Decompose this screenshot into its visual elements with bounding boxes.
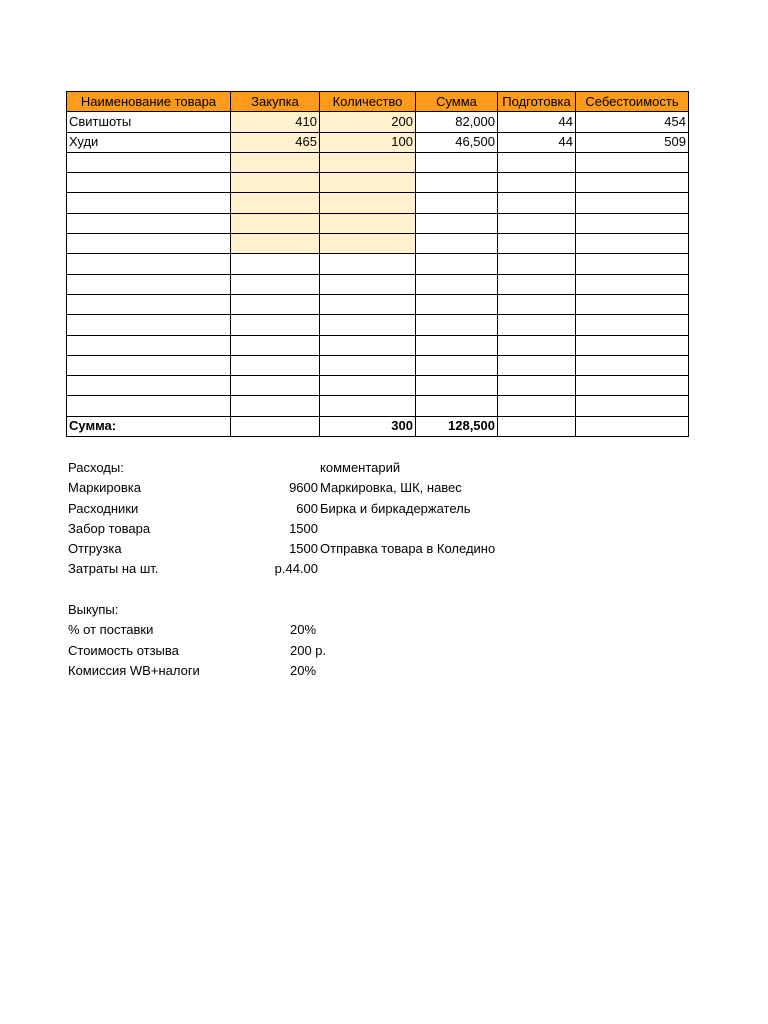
expense-value[interactable]: 1500: [289, 541, 318, 557]
empty-row: [67, 396, 689, 416]
expense-label[interactable]: Расходники: [68, 500, 139, 516]
empty-cell[interactable]: [498, 416, 576, 436]
empty-cell[interactable]: [231, 294, 320, 314]
empty-cell[interactable]: [231, 355, 320, 375]
value-cell[interactable]: 509: [576, 132, 689, 152]
value-cell[interactable]: 44: [498, 112, 576, 132]
empty-cell[interactable]: [416, 173, 498, 193]
total-sum-cell[interactable]: 128,500: [416, 416, 498, 436]
total-row: [67, 416, 689, 436]
empty-cell[interactable]: [576, 173, 689, 193]
comment-header[interactable]: комментарий: [320, 460, 401, 475]
empty-cell[interactable]: [416, 274, 498, 294]
empty-cell[interactable]: [231, 213, 320, 233]
empty-cell[interactable]: [416, 376, 498, 396]
total-quantity-cell[interactable]: 300: [320, 416, 416, 436]
empty-row: [67, 173, 689, 193]
value-cell[interactable]: 100: [320, 132, 416, 152]
expense-label[interactable]: Затраты на шт.: [68, 561, 159, 577]
empty-cell[interactable]: [320, 254, 416, 274]
buyout-label[interactable]: Стоимость отзыва: [68, 642, 179, 658]
header-cell[interactable]: Количество: [320, 92, 416, 112]
empty-cell[interactable]: [231, 396, 320, 416]
empty-cell[interactable]: [67, 193, 231, 213]
empty-cell[interactable]: [498, 376, 576, 396]
header-cell[interactable]: Себестоимость: [576, 92, 689, 112]
header-cell[interactable]: Сумма: [416, 92, 498, 112]
empty-row: [67, 274, 689, 294]
expense-comment[interactable]: Маркировка, ШК, навес: [320, 480, 462, 496]
value-cell[interactable]: 465: [231, 132, 320, 152]
expenses-title[interactable]: Расходы:: [68, 460, 124, 475]
expense-value[interactable]: р.44.00: [274, 561, 318, 577]
empty-cell[interactable]: [416, 396, 498, 416]
empty-cell[interactable]: [498, 274, 576, 294]
empty-cell[interactable]: [498, 294, 576, 314]
empty-cell[interactable]: [231, 376, 320, 396]
total-label-cell[interactable]: Сумма:: [67, 416, 231, 436]
empty-cell[interactable]: [67, 335, 231, 355]
empty-row: [67, 355, 689, 375]
empty-cell[interactable]: [320, 274, 416, 294]
empty-row: [67, 254, 689, 274]
header-cell[interactable]: Подготовка: [498, 92, 576, 112]
empty-cell[interactable]: [498, 335, 576, 355]
empty-cell[interactable]: [320, 355, 416, 375]
empty-cell[interactable]: [498, 355, 576, 375]
value-cell[interactable]: 82,000: [416, 112, 498, 132]
empty-cell[interactable]: [67, 274, 231, 294]
empty-cell[interactable]: [320, 173, 416, 193]
empty-cell[interactable]: [416, 335, 498, 355]
empty-cell[interactable]: [320, 396, 416, 416]
empty-row: [67, 376, 689, 396]
empty-cell[interactable]: [498, 152, 576, 172]
buyout-label[interactable]: Комиссия WB+налоги: [68, 662, 200, 678]
empty-cell[interactable]: [231, 193, 320, 213]
empty-cell[interactable]: [576, 416, 689, 436]
value-cell[interactable]: 454: [576, 112, 689, 132]
empty-cell[interactable]: [498, 173, 576, 193]
empty-cell[interactable]: [67, 152, 231, 172]
value-cell[interactable]: 200: [320, 112, 416, 132]
value-cell[interactable]: 44: [498, 132, 576, 152]
empty-row: [67, 234, 689, 254]
empty-row: [67, 213, 689, 233]
expense-value[interactable]: 1500: [289, 520, 318, 536]
empty-cell[interactable]: [498, 234, 576, 254]
empty-cell[interactable]: [498, 213, 576, 233]
empty-row: [67, 193, 689, 213]
empty-cell[interactable]: [576, 376, 689, 396]
expense-value[interactable]: 600: [296, 500, 318, 516]
empty-cell[interactable]: [498, 193, 576, 213]
product-name-cell[interactable]: Свитшоты: [67, 112, 231, 132]
header-cell[interactable]: Наименование товара: [67, 92, 231, 112]
buyouts-title[interactable]: Выкупы:: [68, 602, 119, 617]
expense-value[interactable]: 9600: [289, 480, 318, 496]
empty-cell[interactable]: [416, 294, 498, 314]
empty-cell[interactable]: [320, 234, 416, 254]
empty-cell[interactable]: [67, 396, 231, 416]
empty-cell[interactable]: [67, 234, 231, 254]
empty-row: [67, 152, 689, 172]
empty-cell[interactable]: [67, 213, 231, 233]
empty-cell[interactable]: [576, 193, 689, 213]
empty-row: [67, 335, 689, 355]
empty-row: [67, 294, 689, 314]
empty-cell[interactable]: [576, 254, 689, 274]
cost-table: [66, 91, 689, 437]
product-name-cell[interactable]: Худи: [67, 132, 231, 152]
empty-cell[interactable]: [231, 173, 320, 193]
empty-cell[interactable]: [320, 376, 416, 396]
empty-cell[interactable]: [231, 315, 320, 335]
empty-cell[interactable]: [416, 193, 498, 213]
empty-cell[interactable]: [576, 335, 689, 355]
empty-cell[interactable]: [498, 396, 576, 416]
empty-cell[interactable]: [320, 315, 416, 335]
empty-cell[interactable]: [576, 274, 689, 294]
empty-cell[interactable]: [67, 355, 231, 375]
empty-cell[interactable]: [67, 173, 231, 193]
empty-cell[interactable]: [576, 213, 689, 233]
empty-cell[interactable]: [320, 193, 416, 213]
empty-cell[interactable]: [576, 234, 689, 254]
buyout-value[interactable]: 200 р.: [290, 642, 327, 658]
empty-cell[interactable]: [498, 254, 576, 274]
expense-comment[interactable]: Бирка и биркадержатель: [320, 500, 471, 516]
empty-cell[interactable]: [231, 152, 320, 172]
table-row: [67, 112, 689, 132]
empty-cell[interactable]: [231, 234, 320, 254]
empty-cell[interactable]: [231, 416, 320, 436]
empty-cell[interactable]: [231, 274, 320, 294]
empty-cell[interactable]: [320, 152, 416, 172]
empty-cell[interactable]: [576, 355, 689, 375]
empty-cell[interactable]: [416, 152, 498, 172]
empty-cell[interactable]: [320, 335, 416, 355]
buyout-value[interactable]: 20%: [290, 662, 317, 678]
empty-cell[interactable]: [416, 315, 498, 335]
value-cell[interactable]: 410: [231, 112, 320, 132]
expense-label[interactable]: Маркировка: [68, 480, 141, 496]
buyout-label[interactable]: % от поставки: [68, 622, 154, 638]
empty-cell[interactable]: [416, 254, 498, 274]
empty-cell[interactable]: [576, 152, 689, 172]
header-cell[interactable]: Закупка: [231, 92, 320, 112]
expense-comment[interactable]: Отправка товара в Коледино: [320, 541, 496, 557]
empty-cell[interactable]: [576, 294, 689, 314]
empty-cell[interactable]: [231, 254, 320, 274]
empty-cell[interactable]: [576, 315, 689, 335]
table-row: [67, 132, 689, 152]
empty-row: [67, 315, 689, 335]
empty-cell[interactable]: [67, 376, 231, 396]
expense-label[interactable]: Забор товара: [68, 520, 151, 536]
empty-cell[interactable]: [231, 335, 320, 355]
empty-cell[interactable]: [576, 396, 689, 416]
expense-label[interactable]: Отгрузка: [68, 541, 122, 557]
empty-cell[interactable]: [416, 213, 498, 233]
empty-cell[interactable]: [320, 213, 416, 233]
empty-cell[interactable]: [67, 315, 231, 335]
empty-cell[interactable]: [67, 254, 231, 274]
empty-cell[interactable]: [498, 315, 576, 335]
empty-cell[interactable]: [67, 294, 231, 314]
empty-cell[interactable]: [320, 294, 416, 314]
empty-cell[interactable]: [416, 234, 498, 254]
value-cell[interactable]: 46,500: [416, 132, 498, 152]
header-row: [67, 92, 689, 112]
buyout-value[interactable]: 20%: [290, 622, 317, 638]
empty-cell[interactable]: [416, 355, 498, 375]
